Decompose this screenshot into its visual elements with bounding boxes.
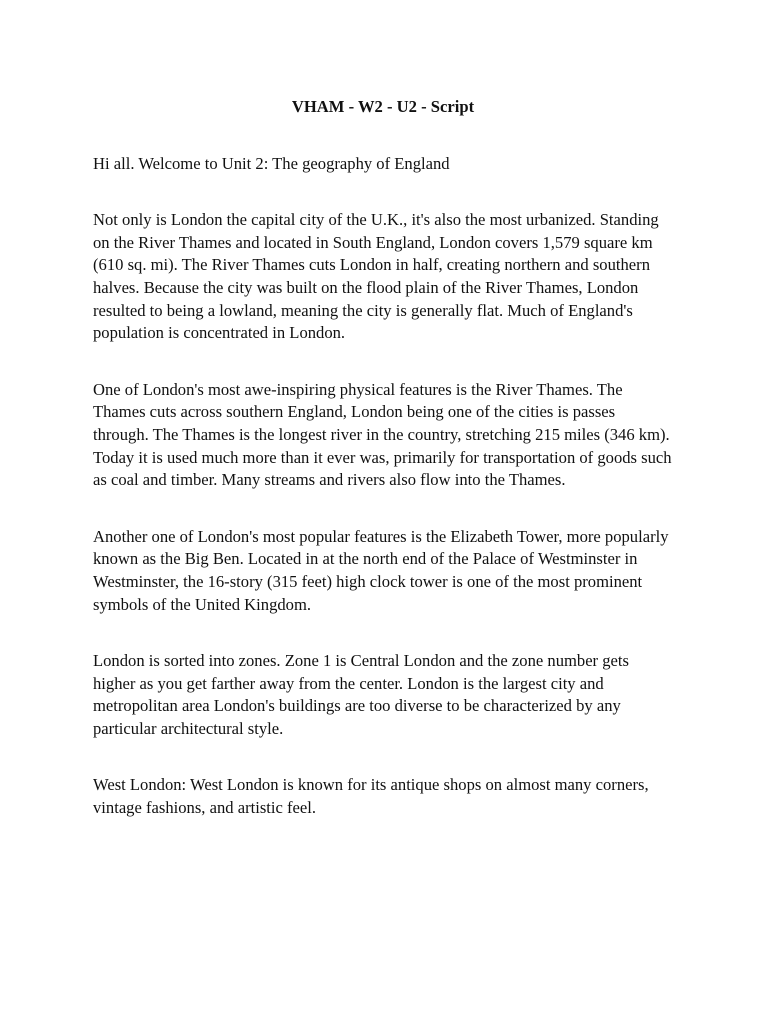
paragraph-river-thames: One of London's most awe-inspiring physical features is the River Thames. The Thames cuts across southern England, London being one of the cities is passes through. The Thames is the longest river in the country, stretching 215 miles (346 km). Today it is used much more than it ever was, primarily for transportation of goods such as coal and timber. Many streams and rivers also flow into the Thames.	[93, 379, 672, 490]
paragraph-west-london: West London: West London is known for its antique shops on almost many corners, vintage fashions, and artistic feel.	[93, 775, 649, 818]
paragraph-elizabeth-tower: Another one of London's most popular features is the Elizabeth Tower, more popularly known as the Big Ben. Located in at the north end of the Palace of Westminster in Westminster, the 16-story (315 feet) high clock tower is one of the most prominent symbols of the United Kingdom.	[93, 526, 669, 614]
paragraph-greeting: Hi all. Welcome to Unit 2: The geography of England	[93, 153, 450, 173]
document-body	[93, 96, 673, 854]
document-title: VHAM - W2 - U2 - Script	[291, 97, 475, 116]
paragraph-london-zones: London is sorted into zones. Zone 1 is Central London and the zone number gets higher as you get farther away from the center. London is the largest city and metropolitan area London's buildings are too diverse to be characterized by any particular architectural style.	[93, 651, 629, 738]
paragraph-london-overview: Not only is London the capital city of the U.K., it's also the most urbanized. Standing on the River Thames and located in South England, London covers 1,579 square km (610 sq. mi). The River Thames cuts London in half, creating northern and southern halves. Because the city was built on the flood plain of the River Thames, London resulted to being a lowland, meaning the city is generally flat. Much of England's population is concentrated in London.	[93, 210, 659, 343]
